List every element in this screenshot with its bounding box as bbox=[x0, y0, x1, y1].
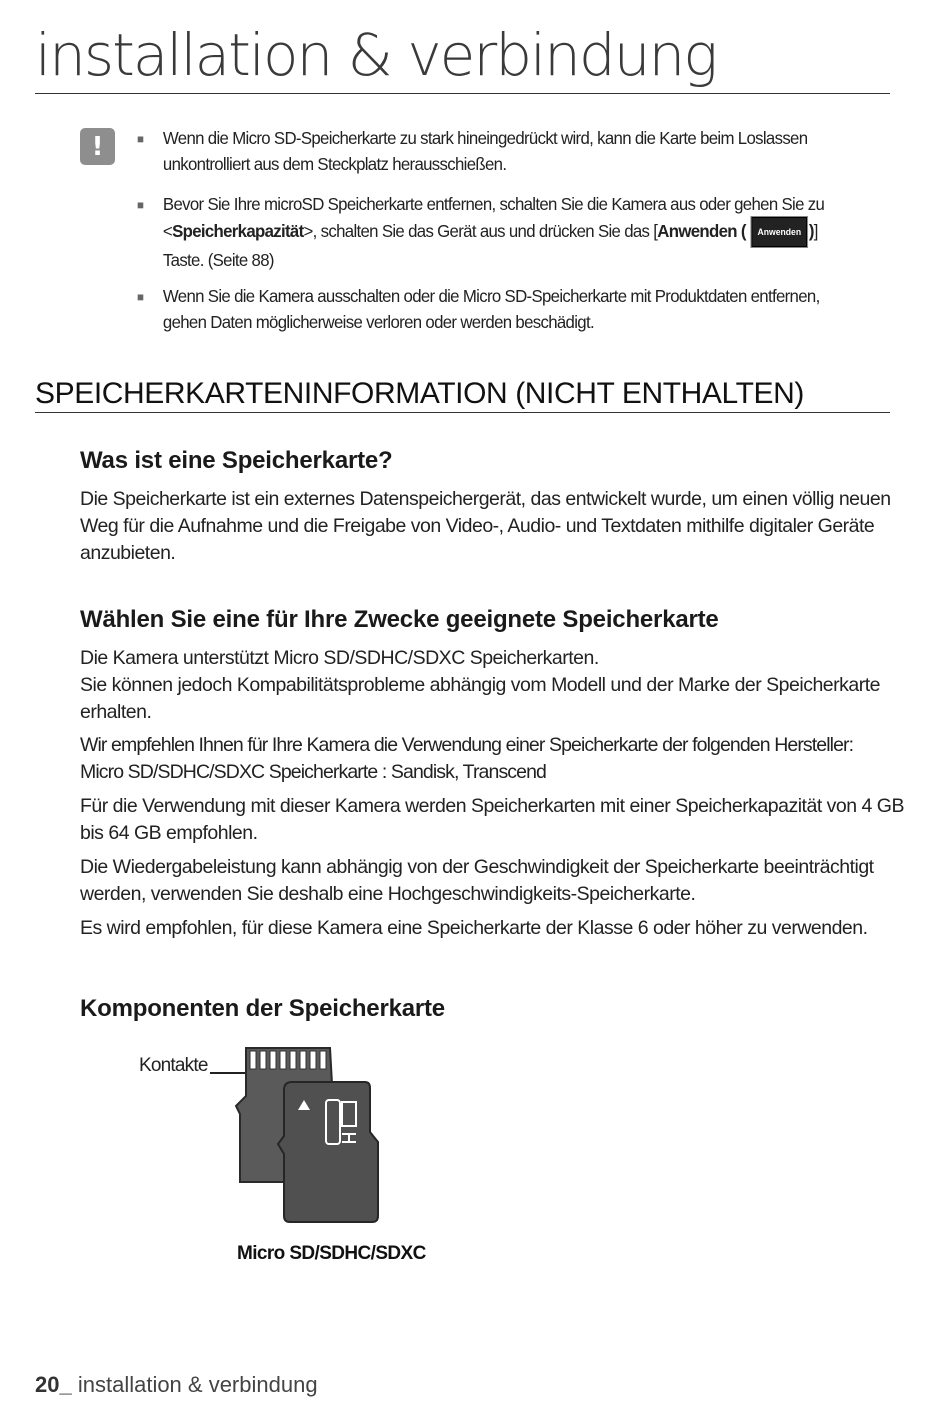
note-item bbox=[137, 191, 857, 273]
paragraph-class: Es wird empfohlen, für diese Kamera eine Speicherkarte der Klasse 6 oder höher zu verwenden. bbox=[80, 917, 868, 939]
card-caption: Micro SD/SDHC/SDXC bbox=[237, 1243, 426, 1264]
subheading-what: Was ist eine Speicherkarte? bbox=[80, 447, 393, 474]
apply-key-badge: Anwenden bbox=[752, 217, 807, 247]
note-text: Bevor Sie Ihre microSD Speicherkarte entfernen, schalten Sie die Kamera aus oder gehen Sie zu <Speicherkapazität>, schalten Sie das Gerät aus und drücken Sie das [Anwenden ( Anwenden )] Taste. (Seite 88) bbox=[162, 194, 825, 270]
note-text: Wenn Sie die Kamera ausschalten oder die Micro SD-Speicherkarte mit Produktdaten entfernen, gehen Daten möglicherweise verloren oder werden beschädigt. bbox=[162, 286, 820, 332]
subheading-components: Komponenten der Speicherkarte bbox=[80, 995, 445, 1022]
section-divider bbox=[35, 412, 890, 413]
paragraph-support: Die Kamera unterstützt Micro SD/SDHC/SDXC Speicherkarten. Sie können jedoch Kompabilitätsprobleme abhängig vom Modell und der Marke der Speicherkarte erhalten. bbox=[80, 647, 880, 723]
section-title: SPEICHERKARTENINFORMATION (NICHT ENTHALTEN) bbox=[35, 377, 804, 410]
front-card bbox=[278, 1082, 378, 1222]
menu-name: Speicherkapazität bbox=[172, 221, 304, 241]
paragraph-capacity: Für die Verwendung mit dieser Kamera werden Speicherkarten mit einer Speicherkapazität von 4 GB bis 64 GB empfohlen. bbox=[80, 795, 904, 844]
subheading-choose: Wählen Sie eine für Ihre Zwecke geeignete Speicherkarte bbox=[80, 606, 719, 633]
note-item bbox=[137, 125, 857, 177]
bullet-icon: ■ bbox=[137, 132, 144, 146]
title-divider bbox=[35, 93, 890, 94]
bullet-icon: ■ bbox=[137, 198, 144, 212]
note-item bbox=[137, 283, 857, 335]
note-text: Wenn die Micro SD-Speicherkarte zu stark hineingedrückt wird, kann die Karte beim Loslassen unkontrolliert aus dem Steckplatz herausschießen. bbox=[162, 128, 808, 174]
contacts-label: Kontakte bbox=[139, 1055, 208, 1076]
paragraph-manufacturers: Wir empfehlen Ihnen für Ihre Kamera die Verwendung einer Speicherkarte der folgenden Hersteller: Micro SD/SDHC/SDXC Speicherkarte : Sandisk, Transcend bbox=[80, 734, 854, 783]
page-footer: 20_ installation & verbindung bbox=[35, 1372, 318, 1397]
page-number: 20 bbox=[35, 1372, 60, 1397]
warning-icon: ! bbox=[80, 128, 115, 165]
footer-text: installation & verbindung bbox=[77, 1372, 318, 1397]
bullet-icon: ■ bbox=[137, 290, 144, 304]
paragraph-performance: Die Wiedergabeleistung kann abhängig von der Geschwindigkeit der Speicherkarte beeinträchtigt werden, verwenden Sie deshalb eine Hochgeschwindigkeits-Speicherkarte. bbox=[80, 856, 874, 905]
micro-sd-card-illustration bbox=[230, 1044, 390, 1229]
page-title: installation & verbindung bbox=[35, 21, 717, 89]
paragraph-what: Die Speicherkarte ist ein externes Datenspeichergerät, das entwickelt wurde, um einen völlig neuen Weg für die Aufnahme und die Freigabe von Video-, Audio- und Textdaten mithilfe digitaler Geräte anzubieten. bbox=[80, 488, 891, 564]
